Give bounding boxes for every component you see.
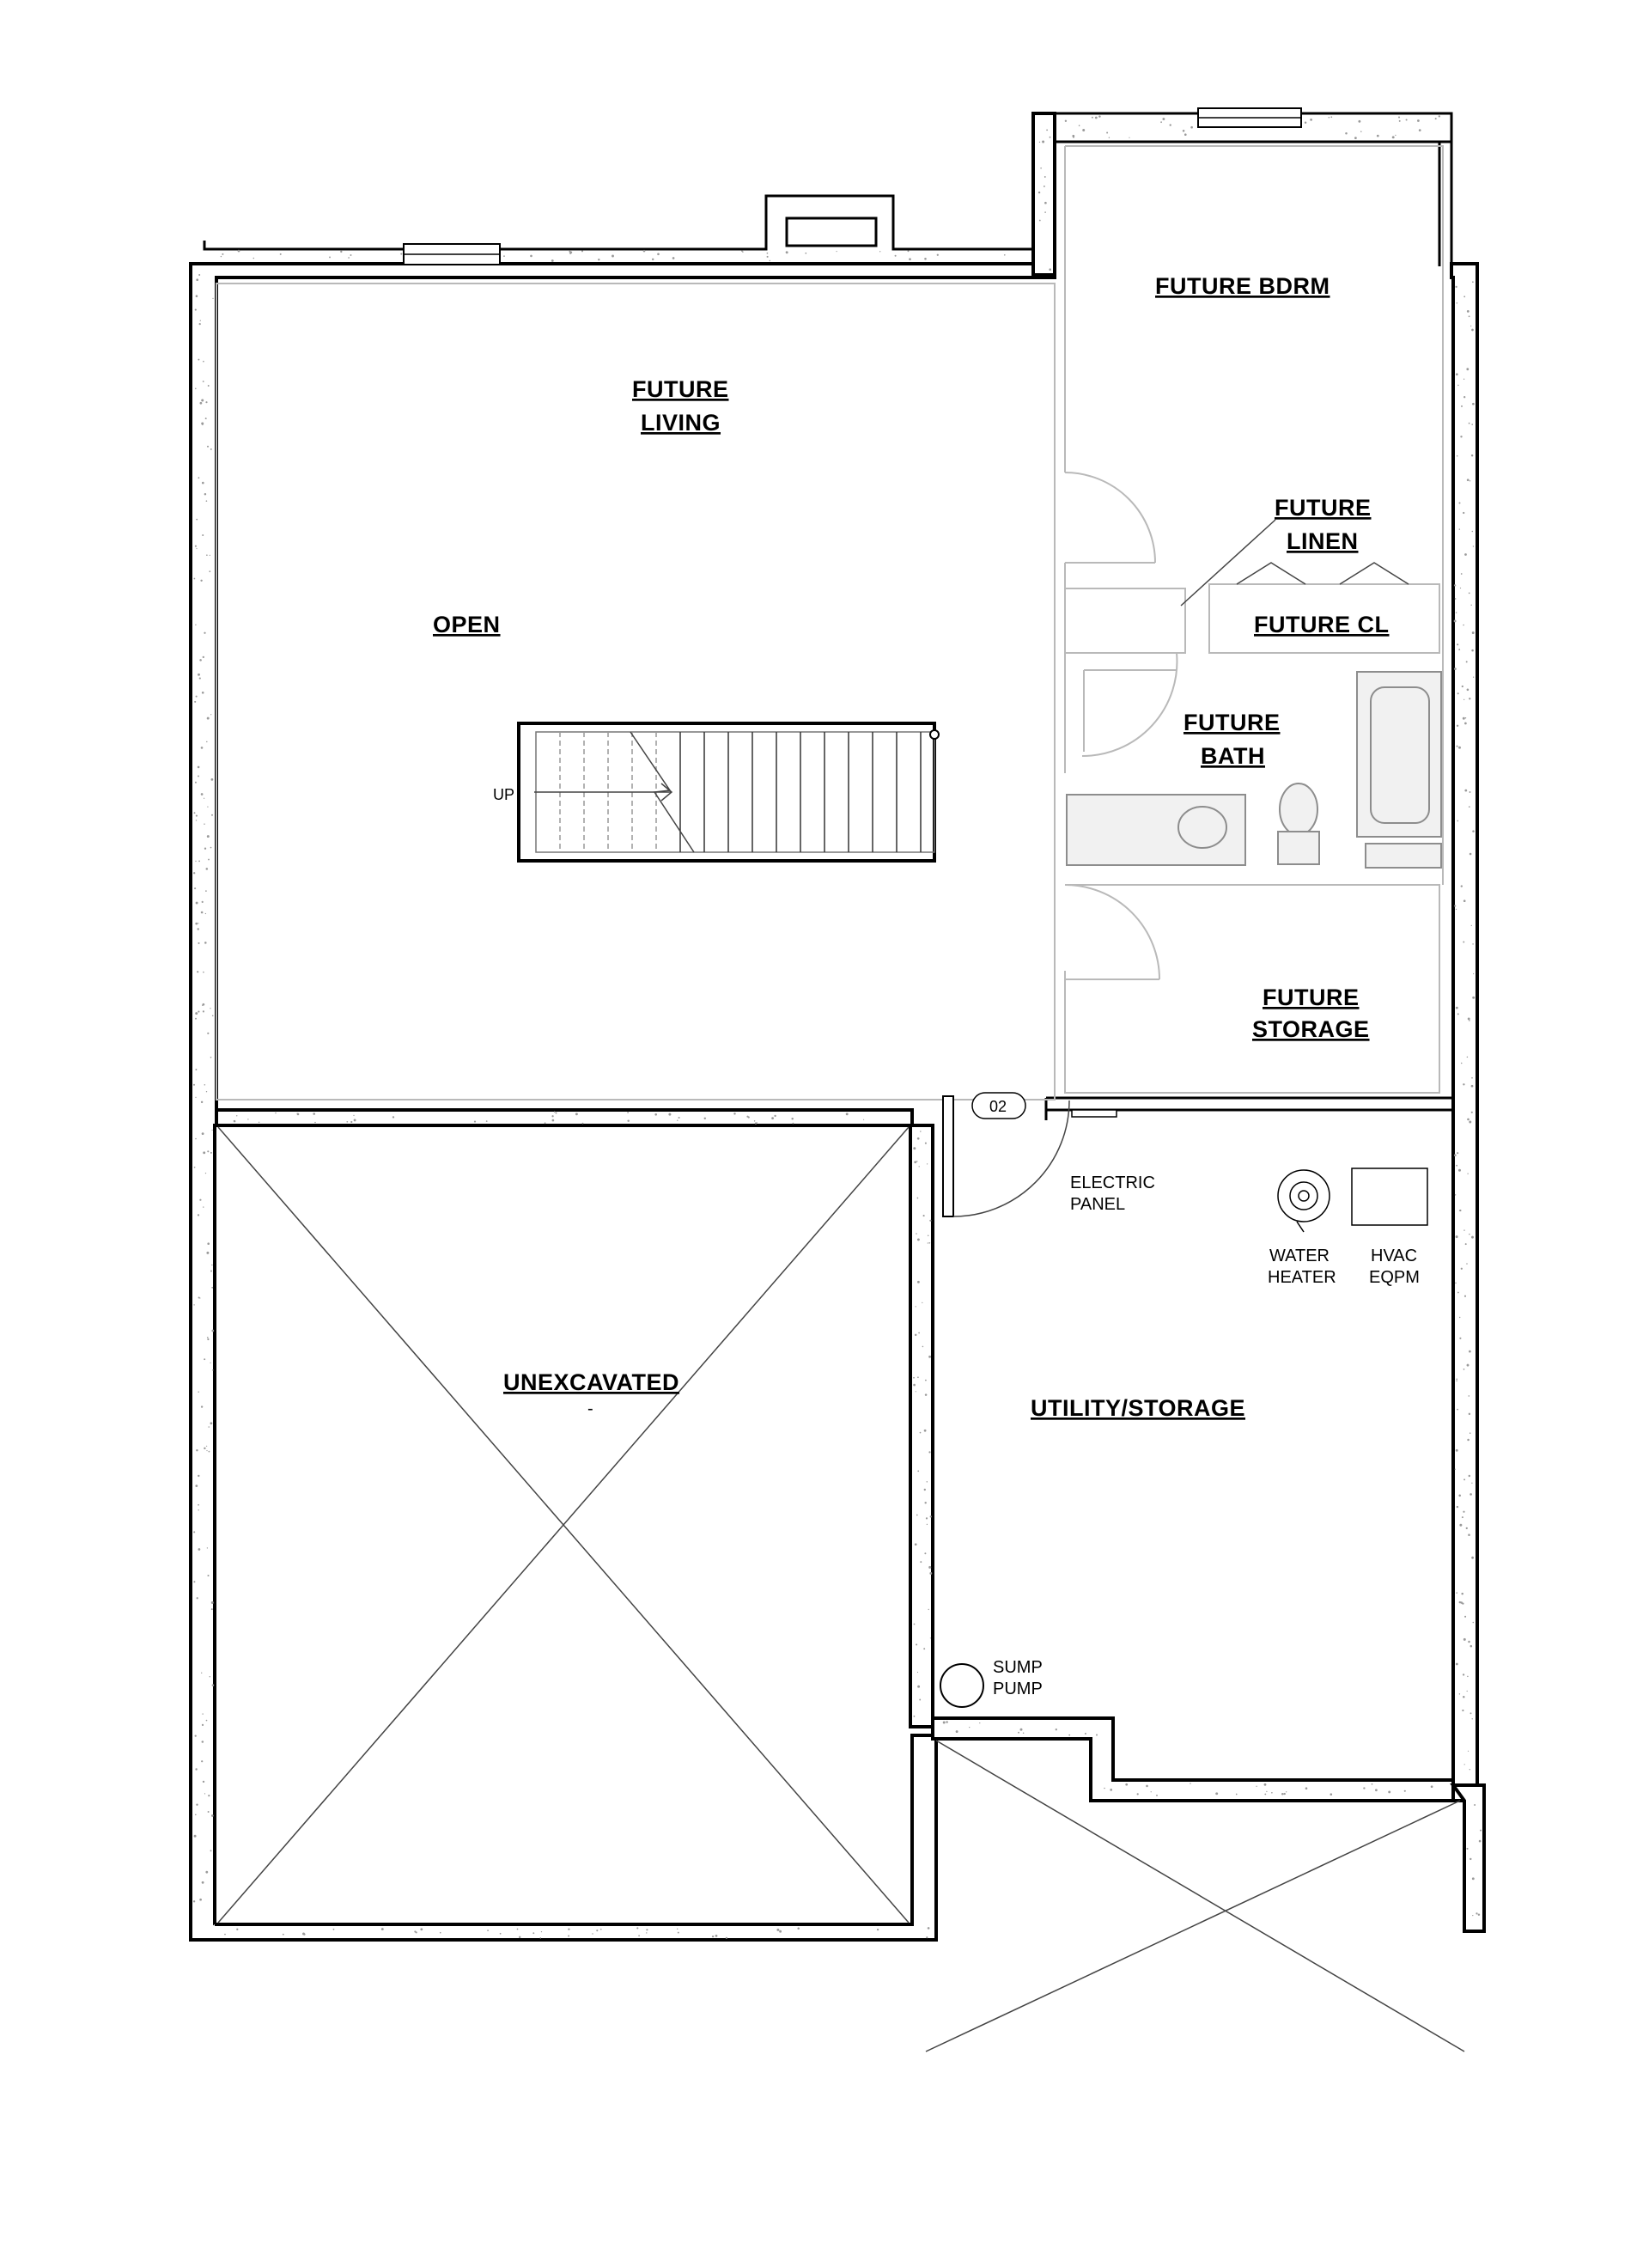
unexcavated-cross (218, 1127, 909, 1923)
label-unexcavated-sub: - (587, 1399, 593, 1418)
southeast-wall-return (1453, 1785, 1484, 1931)
label-hvac-2: EQPM (1369, 1268, 1420, 1287)
label-future-living-2: LIVING (641, 410, 721, 436)
linen-bifold (1237, 563, 1409, 584)
bath-fixtures (1067, 672, 1441, 868)
label-electric-panel-2: PANEL (1070, 1195, 1126, 1214)
hvac-unit-icon (1352, 1168, 1427, 1225)
label-future-bath-2: BATH (1201, 743, 1265, 769)
label-electric-panel-1: ELECTRIC (1070, 1174, 1155, 1192)
label-future-linen-1: FUTURE (1275, 495, 1372, 521)
label-future-cl: FUTURE CL (1254, 612, 1390, 637)
south-foundation-wall-west (191, 1735, 936, 1940)
label-future-linen-2: LINEN (1287, 528, 1359, 554)
label-future-storage-1: FUTURE (1263, 985, 1360, 1010)
linen-leader (1181, 520, 1275, 606)
storage-door-swing (1065, 885, 1159, 979)
north-window-living (404, 244, 500, 265)
door-tag-label: 02 (989, 1098, 1007, 1115)
bedroom-east-wall (1033, 113, 1055, 275)
label-water-heater-2: HEATER (1268, 1268, 1336, 1287)
sink-icon (1178, 807, 1226, 848)
stair (493, 723, 939, 861)
toilet-icon (1280, 783, 1317, 835)
bedroom-inner-east (1439, 142, 1451, 266)
equipment-labels (993, 1174, 1420, 1698)
label-sump-pump-1: SUMP (993, 1658, 1043, 1677)
label-future-bdrm: FUTURE BDRM (1155, 273, 1330, 299)
utility-south-wall (933, 1718, 1453, 1801)
stair-direction-label: UP (493, 786, 515, 803)
label-future-living-1: FUTURE (632, 376, 729, 402)
east-foundation-wall (1451, 264, 1477, 1801)
shelf-icon (1366, 844, 1441, 868)
label-future-bath-1: FUTURE (1184, 710, 1281, 735)
bath-door-swing (1082, 653, 1177, 756)
unexcavated-north-wall (216, 1110, 912, 1125)
sump-pump-icon (940, 1664, 983, 1707)
label-future-storage-2: STORAGE (1252, 1016, 1370, 1042)
bedroom-door-swing (1065, 472, 1155, 563)
north-window-bedroom (1198, 108, 1301, 127)
label-water-heater-1: WATER (1269, 1247, 1330, 1265)
label-utility-storage: UTILITY/STORAGE (1031, 1395, 1246, 1421)
label-open: OPEN (433, 612, 501, 637)
storage-utility-divider (1046, 1098, 1453, 1110)
water-heater (1278, 1170, 1330, 1232)
window-well-box (787, 218, 876, 246)
label-unexcavated: UNEXCAVATED (503, 1369, 680, 1395)
label-sump-pump-2: PUMP (993, 1680, 1043, 1698)
unexcavated-east-wall (910, 1125, 933, 1727)
label-hvac-1: HVAC (1371, 1247, 1418, 1265)
